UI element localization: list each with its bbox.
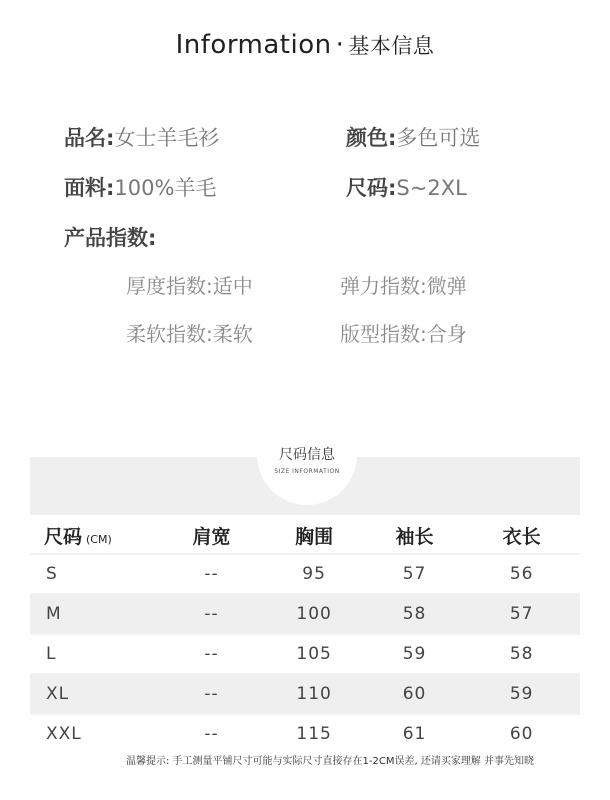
col-chest: 胸围	[295, 525, 334, 548]
length-cell: 60	[463, 714, 580, 753]
shoulder-cell: --	[160, 594, 262, 634]
col-size	[30, 517, 160, 554]
index-elasticity-label: 弹力指数:	[340, 274, 427, 298]
info-size-label: 尺码:	[346, 176, 397, 200]
sleeve-cell: 59	[366, 634, 464, 674]
index-elasticity	[340, 270, 467, 299]
info-name-value: 女士羊毛衫	[114, 126, 220, 150]
col-size-unit: (CM)	[86, 532, 112, 546]
length-cell: 58	[463, 634, 580, 674]
index-fit	[340, 318, 467, 347]
index-thickness-label: 厚度指数:	[126, 274, 213, 298]
size-cell: XL	[30, 674, 160, 714]
shoulder-cell: --	[160, 674, 262, 714]
index-fit-label: 版型指数:	[340, 322, 427, 346]
length-cell: 57	[463, 594, 580, 634]
info-color-value: 多色可选	[396, 126, 481, 150]
product-index-label: 产品指数:	[64, 226, 157, 250]
info-color-label: 颜色:	[346, 126, 397, 150]
info-name-label: 品名:	[64, 126, 115, 150]
size-badge-title: 尺码信息	[279, 446, 335, 463]
shoulder-cell: --	[160, 554, 262, 594]
title-separator: ·	[335, 30, 345, 60]
title-english: Information	[175, 30, 332, 60]
shoulder-cell: --	[160, 714, 262, 753]
table-row	[30, 634, 580, 674]
info-size	[346, 172, 467, 202]
table-row	[30, 714, 580, 753]
col-shoulder: 肩宽	[192, 525, 231, 548]
size-info-panel	[30, 446, 580, 744]
index-elasticity-value: 微弹	[426, 274, 467, 298]
col-length: 衣长	[502, 525, 541, 548]
length-cell: 59	[463, 674, 580, 714]
info-fabric	[64, 172, 216, 202]
index-fit-value: 合身	[426, 322, 467, 346]
index-softness	[126, 318, 253, 347]
chest-cell: 95	[263, 554, 366, 594]
chest-cell: 105	[263, 634, 366, 674]
sleeve-cell: 61	[366, 714, 464, 753]
chest-cell: 110	[263, 674, 366, 714]
size-cell: L	[30, 634, 160, 674]
table-row	[30, 594, 580, 634]
size-cell: XXL	[30, 714, 160, 753]
info-color	[346, 122, 480, 152]
index-softness-label: 柔软指数:	[126, 322, 213, 346]
sleeve-cell: 57	[366, 554, 464, 594]
index-thickness-value: 适中	[212, 274, 253, 298]
index-softness-value: 柔软	[212, 322, 253, 346]
chest-cell: 100	[263, 594, 366, 634]
title-chinese: 基本信息	[348, 34, 435, 58]
size-cell: S	[30, 554, 160, 594]
index-thickness	[126, 270, 253, 299]
chest-cell: 115	[263, 714, 366, 753]
info-fabric-value: 100%羊毛	[114, 176, 217, 200]
length-cell: 56	[463, 554, 580, 594]
info-name	[64, 122, 219, 152]
info-fabric-label: 面料:	[64, 176, 115, 200]
size-table	[30, 517, 580, 753]
page-title	[0, 30, 610, 60]
col-sleeve: 袖长	[395, 525, 434, 548]
sleeve-cell: 58	[366, 594, 464, 634]
table-row	[30, 554, 580, 594]
product-index-heading	[64, 222, 156, 252]
measurement-note: 温馨提示: 手工测量平铺尺寸可能与实际尺寸直接存在1-2CM误差, 还请买家理解 并事先知晓	[126, 756, 535, 767]
table-row	[30, 674, 580, 714]
col-size-label: 尺码	[44, 525, 83, 548]
sleeve-cell: 60	[366, 674, 464, 714]
size-cell: M	[30, 594, 160, 634]
size-table-header	[30, 517, 580, 554]
size-badge-subtitle: SIZE INFORMATION	[274, 467, 340, 475]
size-info-badge	[257, 405, 357, 505]
shoulder-cell: --	[160, 634, 262, 674]
info-size-value: S~2XL	[396, 176, 467, 200]
